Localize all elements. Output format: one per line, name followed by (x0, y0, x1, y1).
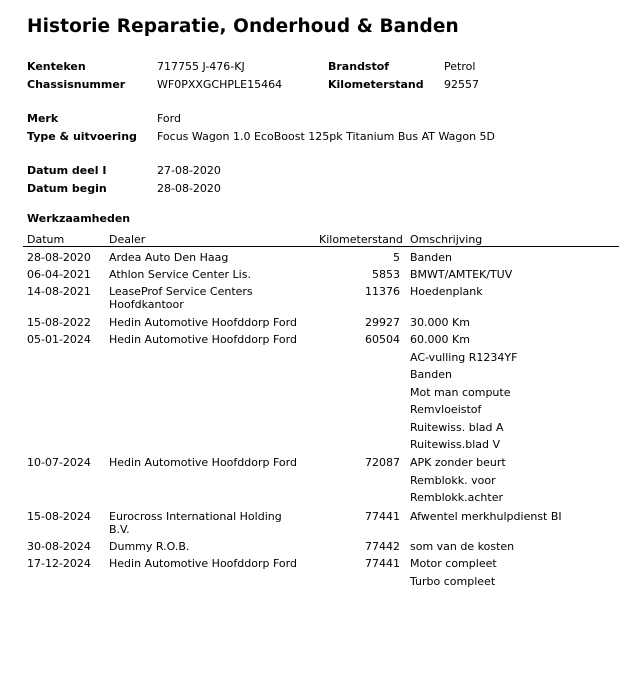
row-dealer-line: Hedin Automotive Hoofddorp Ford (109, 333, 297, 346)
row-omschrijving: APK zonder beurt (410, 456, 506, 469)
row-omschrijving: Remblokk. voor (410, 473, 496, 487)
chassis-label: Chassisnummer (27, 78, 126, 91)
row-date: 28-08-2020 (27, 251, 91, 264)
row-date: 15-08-2022 (27, 316, 91, 329)
row-dealer (109, 333, 297, 346)
col-header-datum: Datum (27, 233, 65, 246)
row-dealer-line: Athlon Service Center Lis. (109, 268, 251, 281)
datum-begin-value: 28-08-2020 (157, 182, 221, 195)
werkzaamheden-heading: Werkzaamheden (27, 212, 131, 225)
row-omschrijving: som van de kosten (410, 540, 515, 553)
row-date: 06-04-2021 (27, 268, 91, 281)
type-label: Type & uitvoering (27, 130, 137, 143)
datum-begin-label: Datum begin (27, 182, 107, 195)
row-kilometerstand: 77441 (365, 510, 400, 523)
row-dealer-line: Hedin Automotive Hoofddorp Ford (109, 557, 297, 570)
row-dealer (109, 251, 228, 264)
kilometerstand-value: 92557 (444, 78, 479, 91)
col-header-kilometerstand: Kilometerstand (319, 233, 403, 246)
row-omschrijving: Afwentel merkhulpdienst BI (410, 510, 562, 523)
row-date: 05-01-2024 (27, 333, 91, 346)
row-omschrijving: Ruitewiss.blad V (410, 438, 501, 451)
row-dealer (109, 268, 251, 281)
row-date: 14-08-2021 (27, 285, 91, 298)
row-kilometerstand: 77441 (365, 557, 400, 570)
datum-deel-value: 27-08-2020 (157, 164, 221, 177)
row-dealer-line: B.V. (109, 523, 130, 536)
row-dealer (109, 557, 297, 570)
row-kilometerstand: 5 (393, 251, 400, 264)
row-date: 17-12-2024 (27, 557, 91, 570)
datum-deel-label: Datum deel I (27, 164, 107, 177)
brandstof-label: Brandstof (328, 60, 390, 73)
row-omschrijving: 30.000 Km (410, 316, 470, 329)
col-header-omschrijving: Omschrijving (410, 233, 483, 246)
row-omschrijving: Banden (410, 368, 452, 381)
kenteken-label: Kenteken (27, 60, 86, 73)
header-divider (23, 246, 619, 247)
row-dealer-line: Hedin Automotive Hoofddorp Ford (109, 316, 297, 329)
row-date: 10-07-2024 (27, 456, 91, 469)
row-omschrijving: Mot man compute (410, 385, 511, 399)
row-omschrijving: Ruitewiss. blad A (410, 420, 504, 434)
row-omschrijving: BMWT/AMTEK/TUV (410, 268, 513, 281)
kilometerstand-label: Kilometerstand (328, 78, 424, 91)
row-omschrijving: Turbo compleet (410, 574, 496, 588)
row-dealer (109, 316, 297, 329)
merk-value: Ford (157, 112, 181, 125)
row-dealer-line: Ardea Auto Den Haag (109, 251, 229, 264)
row-kilometerstand: 60504 (365, 333, 400, 346)
row-dealer (109, 285, 253, 311)
row-omschrijving: Remvloeistof (410, 403, 482, 416)
row-dealer (109, 540, 189, 553)
merk-label: Merk (27, 112, 59, 125)
row-dealer-line: Hoofdkantoor (109, 298, 184, 311)
row-omschrijving: AC-vulling R1234YF (410, 350, 518, 364)
kenteken-value: 717755 J-476-KJ (157, 60, 245, 73)
row-kilometerstand: 77442 (365, 540, 400, 553)
brandstof-value: Petrol (444, 60, 476, 73)
row-kilometerstand: 11376 (365, 285, 400, 298)
row-dealer-line: LeaseProf Service Centers (109, 285, 253, 298)
row-dealer-line: Dummy R.O.B. (109, 540, 190, 553)
row-kilometerstand: 29927 (365, 316, 400, 329)
type-value: Focus Wagon 1.0 EcoBoost 125pk Titanium Bus AT Wagon 5D (157, 130, 496, 143)
row-omschrijving: Banden (410, 251, 452, 264)
row-dealer-line: Eurocross International Holding (109, 510, 282, 523)
row-dealer-line: Hedin Automotive Hoofddorp Ford (109, 456, 297, 469)
row-date: 15-08-2024 (27, 510, 91, 523)
row-omschrijving: 60.000 Km (410, 333, 470, 346)
row-date: 30-08-2024 (27, 540, 91, 553)
page-title: Historie Reparatie, Onderhoud & Banden (27, 16, 459, 37)
row-kilometerstand: 5853 (372, 268, 400, 281)
row-omschrijving: Remblokk.achter (410, 491, 504, 504)
col-header-dealer: Dealer (109, 233, 146, 246)
row-dealer (109, 510, 282, 536)
row-omschrijving: Hoedenplank (410, 285, 483, 298)
row-dealer (109, 456, 297, 469)
row-kilometerstand: 72087 (365, 456, 400, 469)
chassis-value: WF0PXXGCHPLE15464 (157, 78, 283, 91)
row-omschrijving: Motor compleet (410, 557, 497, 570)
